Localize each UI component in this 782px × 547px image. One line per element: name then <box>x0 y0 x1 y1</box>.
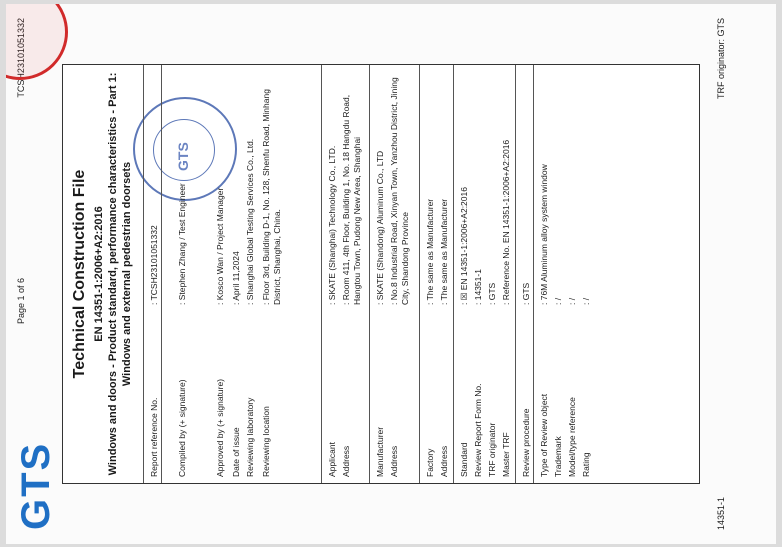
doc-subtitle-2: Windows and external pedestrian doorsets <box>121 161 133 386</box>
doc-subtitle-1: Windows and doors - Product standard, performance characteristics - Part 1: <box>107 72 119 475</box>
footer-right: TRF originator: GTS <box>716 17 726 99</box>
red-seal-stamp <box>6 4 68 80</box>
report-number-header: TCSH23101051332 <box>16 17 26 98</box>
doc-title: Technical Construction File <box>71 169 88 378</box>
gts-stamp: GTS <box>133 97 237 201</box>
gts-logo: GTS <box>14 441 58 530</box>
page-number: Page 1 of 6 <box>16 277 26 324</box>
info-table: Technical Construction File EN 14351-1:2006+A2:2016 Windows and doors - Product standard, performance characteristics - Part 1: Windows and external pedestrian doorsets GTS Report reference No. : TCSH23101051332 Compiled by (+ signature) : Stephen Zhang / Test Engineer Approved by (+ signature) : Kosco Wan / Project Manager Date of issue : April 11,2024 Reviewing laboratory : Shanghai Global Testing Services Co., Ltd. Reviewing location : Floor 3rd, Building D-1, No. 128, Shenfu Road, Minhang District, Shanghai, China. Applicant : SKATE (Shanghai) Technology Co., LTD. Address : Room 411, 4th Floor, Building 1, No. 18 Hangdu Road, Hangtou Town, Pudong New Area, Shanghai Manufacturer : SKATE (Shandong) Aluminum Co., LTD Address : No.8 Industrial Road, Xinyan Town, Yanzhou District, Jining City, Shandong Province Factory : The same as Manufacturer Address : The same as Manufacturer Standard : ☒ EN 14351-1:2006+A2:2016 Review Report Form No. : 14351-1 TRF originator : GTS Master TRF : Reference No. EN 14351-1:2006+A2:2016 Review procedure : GTS Type of Review object : 76M Aluminum alloy system window Trademark : / Model/type reference : / Rating : / <box>62 64 700 484</box>
doc-standard: EN 14351-1:2006+A2:2016 <box>93 205 105 342</box>
document-page <box>6 4 776 544</box>
footer-left: 14351-1 <box>716 496 726 530</box>
